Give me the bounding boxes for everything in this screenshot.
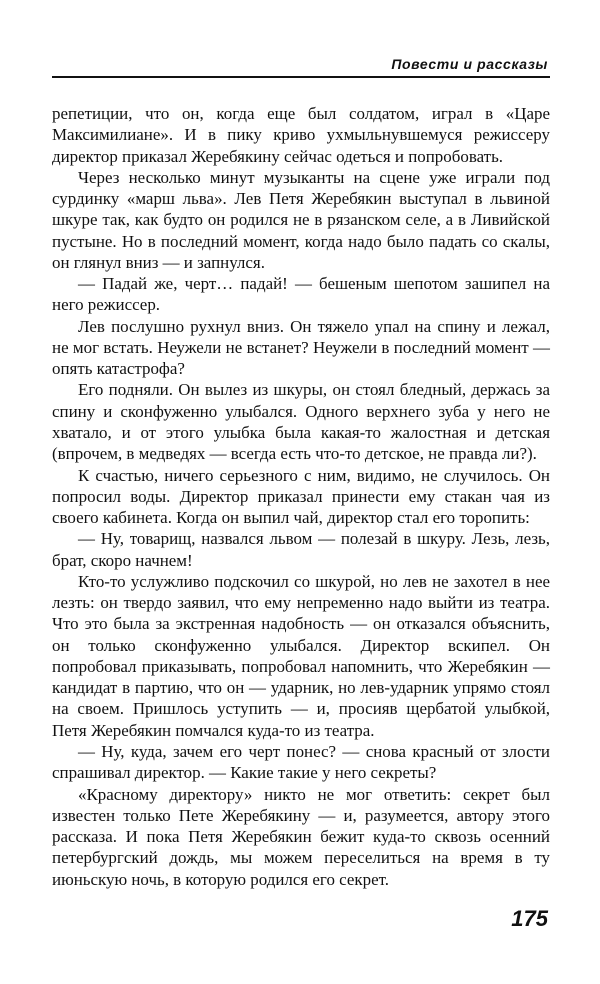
paragraph: — Ну, куда, зачем его черт понес? — снова красный от злости спрашивал директор. — Какие такие у него секреты? (52, 741, 550, 783)
paragraph: К счастью, ничего серьезного с ним, видимо, не случилось. Он попросил воды. Директор приказал принести ему стакан чая из своего кабинета. Когда он выпил чай, директор стал его торопить: (52, 465, 550, 528)
running-title: Повести и рассказы (391, 56, 548, 72)
paragraph: — Ну, товарищ, назвался львом — полезай в шкуру. Лезь, лезь, брат, скоро начнем! (52, 529, 550, 570)
paragraph: репетиции, что он, когда еще был солдатом, играл в «Царе Максимилиане». И в пику криво ухмыльнувшемуся режиссеру директор приказал Жеребякину сейчас одеться и попробовать. (52, 104, 550, 166)
page-number: 175 (511, 906, 548, 931)
running-header (52, 56, 550, 78)
paragraph: — Падай же, черт… падай! — бешеным шепотом зашипел на него режиссер. (52, 274, 550, 315)
paragraph: Его подняли. Он вылез из шкуры, он стоял бледный, держась за спину и сконфуженно улыбался. Одного верхнего зуба у него не хватало, и от этого улыбка была какая-то жалостная и детская (впрочем, в медведях — всегда есть что-то детское, не правда ли?). (52, 380, 550, 464)
paragraph: Через несколько минут музыканты на сцене уже играли под сурдинку «марш льва». Лев Петя Жеребякин выступал в львиной шкуре так, как будто он родился не в рязанском селе, а в Ливийской пустыне. Но в последний момент, когда надо было падать со скалы, он глянул вниз — и запнулся. (52, 167, 550, 272)
paragraph: Кто-то услужливо подскочил со шкурой, но лев не захотел в нее лезть: он твердо заявил, что ему непременно надо выйти из театра. Что это была за экстренная надобность — он отказался объяснить, он только сконфуженно улыбался. Директор вскипел. Он попробовал приказывать, попробовал напомнить, что Жеребякин — кандидат в партию, что он — ударник, но лев-ударник упрямо стоял на своем. Пришлось уступить — и, просияв щербатой улыбкой, Петя Жеребякин помчался куда-то из театра. (52, 571, 550, 740)
body-text (52, 103, 550, 890)
paragraph: Лев послушно рухнул вниз. Он тяжело упал на спину и лежал, не мог встать. Неужели не встанет? Неужели в последний момент — опять катастрофа? (52, 316, 550, 379)
paragraph: «Красному директору» никто не мог ответить: секрет был известен только Пете Жеребякину — и, разумеется, автору этого рассказа. И пока Петя Жеребякин бежит куда-то сквозь осенний петербургский дождь, мы можем переселиться на время в ту июньскую ночь, в которую родился его секрет. (52, 784, 550, 889)
